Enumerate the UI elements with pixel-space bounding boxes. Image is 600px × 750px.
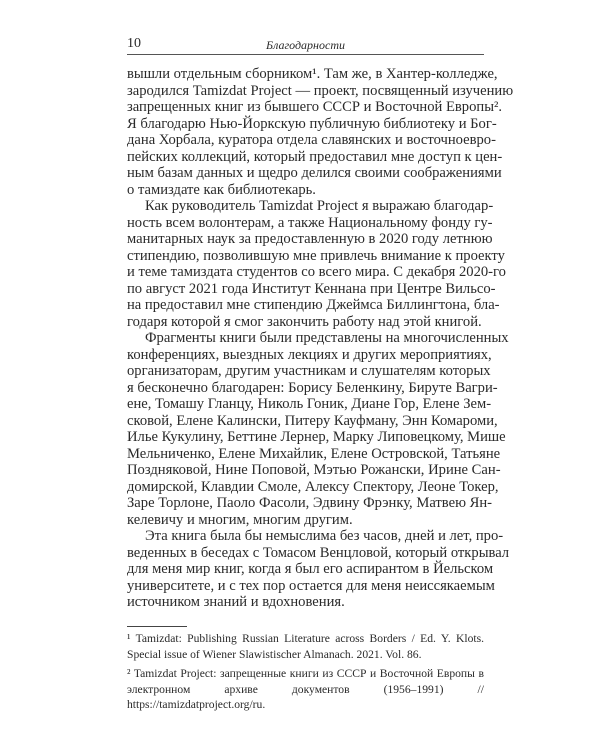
text-line: источником знаний и вдохновения. bbox=[127, 594, 345, 610]
body-text bbox=[127, 66, 514, 611]
text-line: для меня мир книг, когда я был его аспирантом в Йельском bbox=[127, 561, 494, 577]
footnote-2: ² Tamizdat Project: запрещенные книги из СССР и Восточной Европы в электронном архиве документов (1956–1991) // https://tamizdatproject.org/ru. bbox=[127, 667, 484, 711]
text-line: Заре Торлоне, Паоло Фасоли, Эдвину Фрэнку, Матвею Ян- bbox=[127, 495, 493, 511]
text-line: и теме тамиздата студентов со всего мира. С декабря 2020-го bbox=[127, 264, 506, 280]
text-line: сковой, Елене Калински, Питеру Кауфману, Энн Комароми, bbox=[127, 412, 498, 429]
text-line: конференциях, выездных лекциях и других мероприятиях, bbox=[127, 346, 492, 363]
text-line: дана Хорбала, куратора отдела славянских и восточноевро- bbox=[127, 132, 496, 148]
paragraph bbox=[127, 330, 509, 528]
text-line: манитарных наук за предоставленную в 2020 году летнюю bbox=[127, 231, 493, 247]
text-line: Илье Кукулину, Беттине Лернер, Марку Липовецкому, Мише bbox=[127, 429, 506, 445]
text-line: Эта книга была бы немыслима без часов, дней и лет, про- bbox=[145, 528, 504, 544]
text-line: пейских коллекций, который предоставил мне доступ к цен- bbox=[127, 148, 503, 165]
text-line: организаторам, другим участникам и слушателям которых bbox=[127, 363, 491, 379]
text-line: о тамиздате как библиотекарь. bbox=[127, 181, 316, 198]
paragraph bbox=[127, 198, 506, 330]
paragraph bbox=[127, 528, 510, 611]
text-line: запрещенных книг из бывшего СССР и Восточной Европы². bbox=[127, 99, 503, 115]
text-line: стипендию, позволившую мне привлечь внимание к проекту bbox=[127, 247, 505, 264]
text-line: Фрагменты книги были представлены на многочисленных bbox=[145, 330, 509, 346]
footnote-1: ¹ Tamizdat: Publishing Russian Literature across Borders / Ed. Y. Klots. Special issue of Wiener Slawistischer Almanach. 2021. Vol. 86. bbox=[127, 632, 484, 661]
text-line: по август 2021 года Институт Кеннана при Центре Вильсо- bbox=[127, 280, 496, 297]
text-line: годаря которой я смог закончить работу над этой книгой. bbox=[127, 313, 482, 330]
text-line: келевичу и многим, многим другим. bbox=[127, 511, 353, 528]
text-line: ене, Томашу Гланцу, Николь Гоник, Диане Гор, Елене Зем- bbox=[127, 396, 492, 412]
text-line: университете, и с тех пор остается для меня неиссякаемым bbox=[127, 577, 495, 594]
text-line: Поздняковой, Нине Поповой, Мэтью Рожански, Ирине Сан- bbox=[127, 462, 501, 478]
text-line: зародился Tamizdat Project — проект, посвященный изучению bbox=[127, 82, 514, 99]
running-title: Благодарности bbox=[266, 38, 345, 52]
text-line: ным базам данных и щедро делился своими соображениями bbox=[127, 165, 502, 181]
text-line: на предоставил мне стипендию Джеймса Биллингтона, бла- bbox=[127, 297, 500, 313]
text-line: Я благодарю Нью-Йоркскую публичную библиотеку и Бог- bbox=[127, 115, 497, 132]
text-line: Мельниченко, Елене Михайлик, Елене Островской, Татьяне bbox=[127, 445, 501, 462]
text-line: Как руководитель Tamizdat Project я выражаю благодар- bbox=[145, 198, 494, 214]
paragraph bbox=[127, 66, 514, 198]
page-number: 10 bbox=[127, 36, 141, 51]
text-line: домирской, Клавдии Смоле, Алексу Спектору, Леоне Токер, bbox=[127, 478, 499, 495]
running-header bbox=[127, 36, 484, 55]
text-line: вышли отдельным сборником¹. Там же, в Хантер-колледже, bbox=[127, 66, 498, 82]
text-line: я бесконечно благодарен: Борису Беленкину, Бируте Вагри- bbox=[127, 379, 498, 396]
footnote-divider bbox=[127, 626, 187, 627]
footnotes bbox=[127, 631, 484, 717]
text-line: ность всем волонтерам, а также Национальному фонду гу- bbox=[127, 214, 493, 231]
text-line: веденных в беседах с Томасом Венцловой, который открывал bbox=[127, 544, 510, 561]
